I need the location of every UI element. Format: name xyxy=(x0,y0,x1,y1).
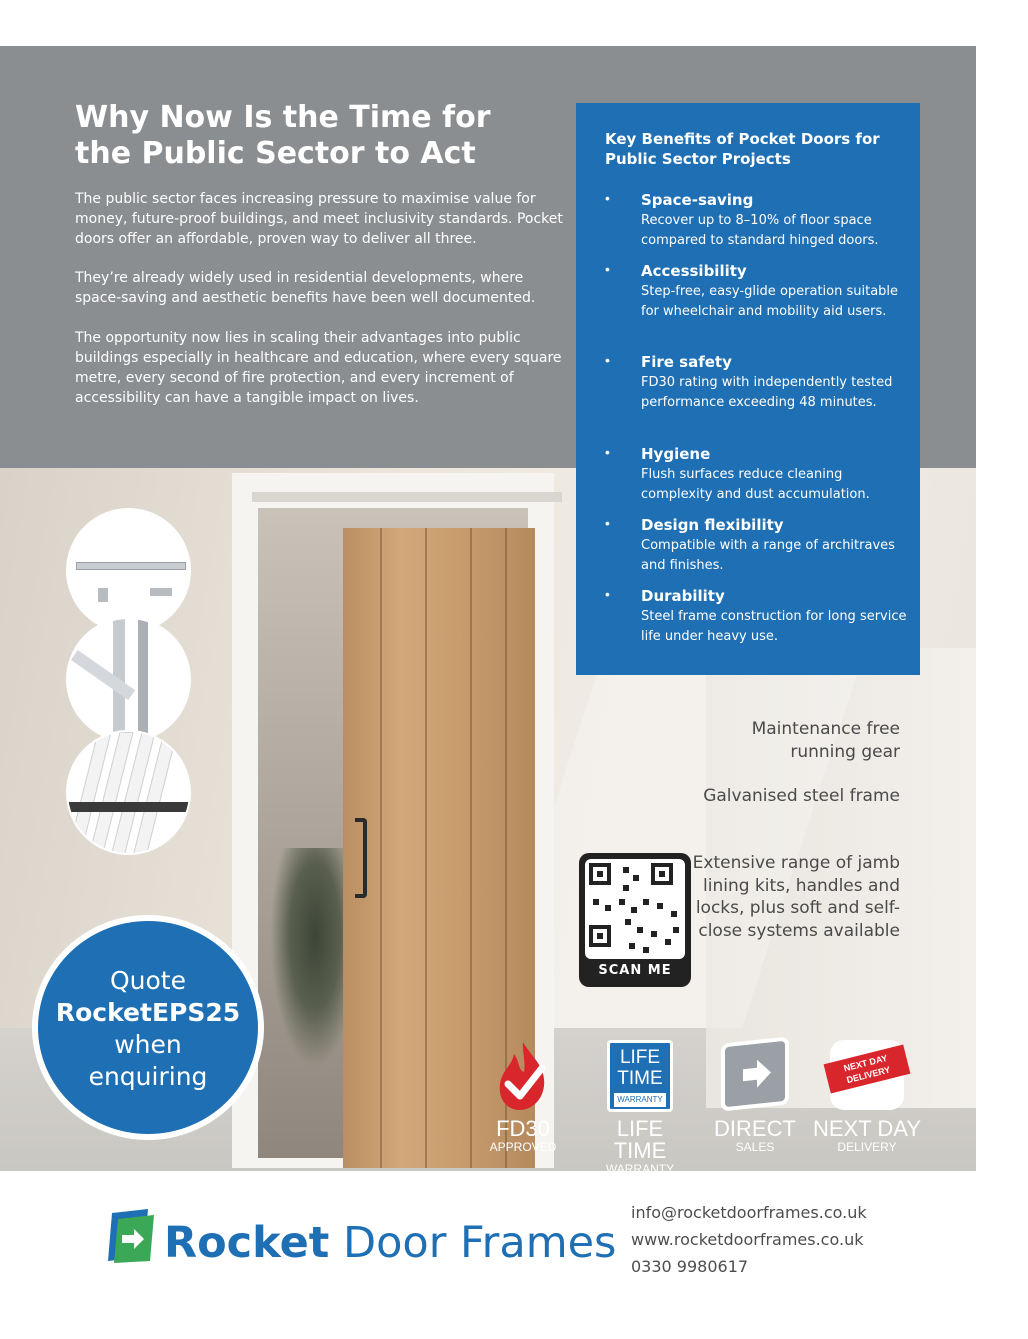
direct-sales-badge xyxy=(712,1040,798,1154)
brand-wordmark: Rocket Door Frames xyxy=(164,1218,617,1268)
benefits-title: Key Benefits of Pocket Doors for Public Sector Projects xyxy=(605,130,880,168)
flame-check-icon xyxy=(492,1040,554,1112)
quote-line-3: when xyxy=(114,1030,182,1059)
jamb-lining-image xyxy=(66,730,191,855)
next-day-label: NEXT DAY xyxy=(813,1116,921,1141)
benefit-heading: Fire safety xyxy=(641,353,732,371)
qr-code[interactable] xyxy=(579,853,691,987)
direct-label: DIRECT xyxy=(714,1116,796,1141)
bullet-icon: • xyxy=(605,515,610,531)
rocket-logo-icon xyxy=(104,1209,156,1263)
benefit-heading: Hygiene xyxy=(641,445,711,463)
delivery-ribbon-icon: NEXT DAY DELIVERY xyxy=(830,1040,904,1110)
warranty-icon: LIFE TIME WARRANTY xyxy=(607,1040,673,1112)
qr-label: SCAN ME xyxy=(598,963,672,978)
feature-running-gear: Maintenance free running gear xyxy=(751,719,900,762)
intro-paragraph-2: They’re already widely used in residential developments, where space-saving and aesthetic benefits have been well documented. xyxy=(75,270,536,306)
bullet-icon: • xyxy=(605,444,610,460)
fd30-label: FD30 xyxy=(496,1116,550,1141)
quote-line-4: enquiring xyxy=(88,1062,208,1091)
benefit-heading: Accessibility xyxy=(641,262,747,280)
next-day-delivery-badge xyxy=(812,1040,922,1154)
fd30-badge xyxy=(482,1040,564,1154)
benefit-heading: Design flexibility xyxy=(641,516,784,534)
next-day-sublabel: DELIVERY xyxy=(837,1140,897,1154)
direct-sublabel: SALES xyxy=(735,1140,775,1154)
quote-line-1: Quote xyxy=(109,966,186,995)
benefits-box xyxy=(576,103,920,675)
steel-frame-image xyxy=(66,617,191,742)
lifetime-label: LIFE TIME xyxy=(613,1116,667,1163)
benefit-heading: Durability xyxy=(641,587,725,605)
email-link[interactable]: info@rocketdoorframes.co.uk xyxy=(631,1203,867,1222)
track-hardware-image xyxy=(66,508,191,633)
benefit-description: Step-free, easy-glide operation suitable for wheelchair and mobility aid users. xyxy=(641,284,899,319)
benefit-description: Recover up to 8–10% of floor space compared to standard hinged doors. xyxy=(641,213,879,248)
page-title: Why Now Is the Time for the Public Sector to Act xyxy=(75,100,491,171)
intro-paragraph-3: The opportunity now lies in scaling their advantages into public buildings especially in healthcare and education, where every square metre, every second of fire protection, and every increment of accessibility can have a tangible impact on lives. xyxy=(75,330,562,406)
promo-code: RocketEPS25 xyxy=(55,998,241,1027)
intro-paragraph-1: The public sector faces increasing pressure to maximise value for money, future-proof buildings, and meet inclusivity standards. Pocket doors offer an affordable, proven way to deliver all three. xyxy=(75,191,563,247)
feature-accessories: Extensive range of jamb lining kits, handles and locks, plus soft and self-close systems available xyxy=(692,853,900,941)
fd30-sublabel: APPROVED xyxy=(489,1140,557,1154)
benefit-heading: Space-saving xyxy=(641,191,754,209)
lifetime-warranty-badge xyxy=(588,1040,692,1176)
direct-arrow-icon xyxy=(721,1036,789,1111)
website-link[interactable]: www.rocketdoorframes.co.uk xyxy=(631,1230,864,1249)
benefit-description: Steel frame construction for long service life under heavy use. xyxy=(641,609,907,644)
benefit-description: FD30 rating with independently tested performance exceeding 48 minutes. xyxy=(641,375,893,410)
benefit-description: Compatible with a range of architraves and finishes. xyxy=(641,538,895,573)
benefit-description: Flush surfaces reduce cleaning complexity and dust accumulation. xyxy=(641,467,870,502)
bullet-icon: • xyxy=(605,190,610,206)
bullet-icon: • xyxy=(605,261,610,277)
qr-code-icon xyxy=(585,859,685,959)
door-handle xyxy=(355,818,367,898)
promo-code-circle xyxy=(32,915,264,1140)
lifetime-sublabel: WARRANTY xyxy=(605,1162,675,1176)
feature-steel-frame: Galvanised steel frame xyxy=(703,786,900,806)
bullet-icon: • xyxy=(605,352,610,368)
bullet-icon: • xyxy=(605,586,610,602)
phone-link[interactable]: 0330 9980617 xyxy=(631,1257,749,1276)
